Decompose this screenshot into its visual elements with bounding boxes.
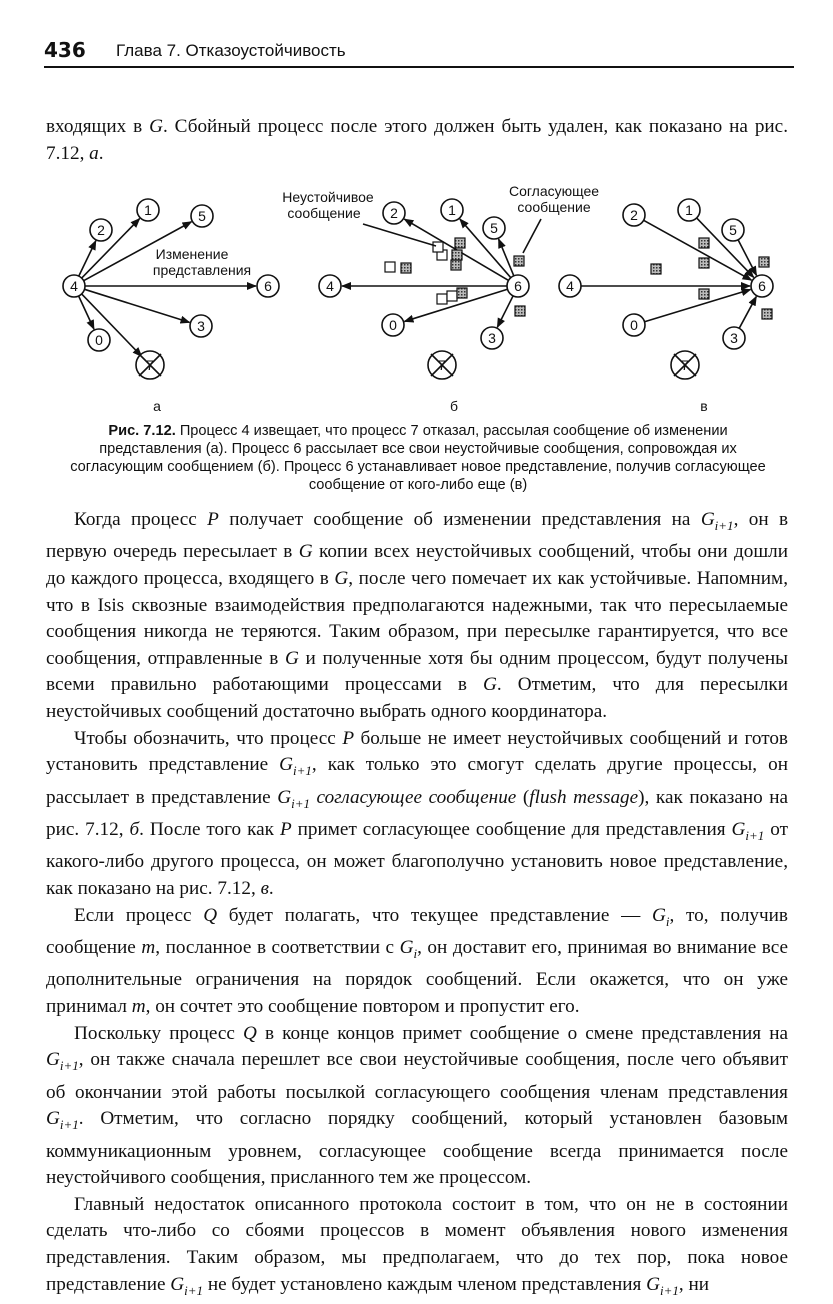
flush-message <box>762 309 772 319</box>
paragraph-1: Когда процесс P получает сообщение об изменении представления на $G_{i+1}$, он в первую очередь пересылает в G копии всех неустойчивых сообщений, чтобы они дошли до каждого процесса, входящего в G, после чего помечает их как устойчивые. Напомним, что в Isis сквозные взаимодействия предполагаются надежными, так что пересылаемые сообщения никогда не теряются. Таким образом, при пересылке гарантируется, что все сообщения, отправленные в G и полученные хотя бы одним процессом, будут получены всеми правильно работающими процессами в G. Отметим, что для пересылки неустойчивых сообщений достаточно выбрать одного координатора. <box>46 509 789 722</box>
italic-term: G <box>279 754 294 776</box>
page-number: 436 <box>44 38 86 62</box>
label-flush-1: Согласующее <box>508 183 600 199</box>
italic-term: P <box>207 509 219 530</box>
flush-message <box>699 238 709 248</box>
unstable-message <box>433 242 443 252</box>
node-0-label: 0 <box>630 317 638 333</box>
flush-message <box>452 250 462 260</box>
italic-term: согласующее сообщение <box>316 786 517 808</box>
italic-term: m <box>131 996 146 1018</box>
italic-term: G <box>399 937 414 959</box>
italic-term: G <box>298 541 313 563</box>
paragraph-4: Поскольку процесс Q в конце концов примет сообщение о смене представления на $G_{i+1}$, он также сначала перешлет все свои неустойчивые сообщения, после чего объявит об окончании этой работы посылкой согласующего сообщения членам представления $G_{i+1}$. Отметим, что согласно порядку сообщений, который установлен базовым коммуникационным уровнем, согласующее сообщение всегда принимается после неустойчивого сообщения, присланного тем же процессом. <box>46 1022 788 1189</box>
figure-diagram <box>44 183 794 418</box>
chapter-title: Глава 7. Отказоустойчивость <box>116 41 346 60</box>
paragraph-3: Если процесс Q будет полагать, что текущее представление — $G_i$, то, получив сообщение m, посланное в соответствии с $G_i$, он доставит его, принимая во внимание все дополнительные ограничения на порядок сообщений. Если окажется, что он уже принимал m, он сочтет это сообщение повтором и пропустит его. <box>46 904 788 1018</box>
flush-message <box>699 258 709 268</box>
italic-term: G <box>646 1273 660 1295</box>
intro-paragraph: входящих в G. Сбойный процесс после этого должен быть удален, как показано на рис. 7.12, а. <box>46 116 788 164</box>
node-2-label: 2 <box>390 205 398 221</box>
subscript: i+1 <box>714 517 734 533</box>
pointer-line <box>363 224 436 246</box>
italic-term: G <box>700 509 715 530</box>
flush-message <box>451 260 461 270</box>
message-arrow <box>739 297 756 329</box>
unstable-message <box>437 294 447 304</box>
unstable-message <box>385 262 395 272</box>
header-rule <box>44 66 794 68</box>
flush-message <box>457 288 467 298</box>
node-2-label: 2 <box>97 222 105 238</box>
message-arrow <box>499 239 514 276</box>
flush-message <box>401 263 411 273</box>
node-4-label: 4 <box>70 278 78 294</box>
panel-label-a: а <box>153 398 161 414</box>
subscript: i+1 <box>59 1117 79 1133</box>
italic-term: G <box>46 1049 60 1071</box>
paragraph-5: Главный недостаток описанного протокола состоит в том, что он не в состоянии сделать что-либо со сбоями процессов в момент объявления нового изменения представления. Таким образом, мы предполагаем, что до тех пор, пока новое представление $G_{i+1}$ не будет установлено каждым членом представления $G_{i+1}$, ни <box>46 1193 788 1298</box>
node-5-label: 5 <box>198 208 206 224</box>
italic-term: G <box>334 568 349 590</box>
subscript: i+1 <box>291 795 310 811</box>
italic-term: G <box>277 786 292 808</box>
subscript: i+1 <box>293 763 312 778</box>
message-arrow <box>79 296 94 329</box>
failed-process-label: 7 <box>438 357 446 373</box>
node-6-label: 6 <box>264 278 272 294</box>
label-unstable-2: сообщение <box>287 205 361 221</box>
pointer-line <box>523 219 541 253</box>
failed-process-label: 7 <box>146 357 154 373</box>
node-4-label: 4 <box>326 278 334 294</box>
node-0-label: 0 <box>389 317 397 333</box>
node-4-label: 4 <box>566 278 574 294</box>
panel-label-c: в <box>700 398 708 414</box>
italic-term: m <box>141 937 156 959</box>
flush-message <box>759 257 769 267</box>
node-2-label: 2 <box>630 207 638 223</box>
subscript: i+1 <box>59 1058 79 1074</box>
italic-term: Q <box>243 1022 257 1044</box>
panel-label-b: б <box>449 398 459 414</box>
node-3-label: 3 <box>197 318 205 334</box>
italic-term: P <box>279 819 292 841</box>
label-unstable-1: Неустойчивое <box>282 189 374 205</box>
message-arrow <box>497 296 513 327</box>
math-symbol: G <box>149 116 163 137</box>
italic-term: G <box>652 904 666 926</box>
italic-term: G <box>483 674 497 696</box>
paragraph-2: Чтобы обозначить, что процесс P больше не имеет неустойчивых сообщений и готов установить представление $G_{i+1}$, как только это смогут сделать другие процессы, он рассылает в представление $G_{i+1}$ согласующее сообщение (flush message), как показано на рис. 7.12, б. После того как P примет согласующее сообщение для представления $G_{i+1}$ от какого-либо другого процесса, он может благополучно установить новое представление, как показано на рис. 7.12, в. <box>46 727 789 900</box>
message-arrow <box>79 241 96 276</box>
subscript: i <box>665 913 670 929</box>
flush-message <box>699 289 709 299</box>
italic-term: G <box>170 1273 185 1295</box>
failed-process-label: 7 <box>681 357 689 373</box>
node-5-label: 5 <box>729 222 737 238</box>
node-6-label: 6 <box>758 278 766 294</box>
flush-message <box>455 238 465 248</box>
page-header <box>44 38 794 66</box>
subscript: i+1 <box>745 827 765 843</box>
caption-text: Процесс 4 извещает, что процесс 7 отказал, рассылая сообщение об изменении представления (а). Процесс 6 рассылает все свои неустойчивые сообщения, сопровождая их согласующим сообщением (б). Процесс 6 устанавливает новое представление, получив согласующее сообщение от кого-либо еще (в) <box>70 423 766 493</box>
flush-message <box>515 306 525 316</box>
italic-term: G <box>285 647 299 669</box>
subscript: i+1 <box>660 1282 679 1298</box>
subscript: i+1 <box>184 1282 204 1298</box>
node-1-label: 1 <box>448 202 456 218</box>
italic-term: б <box>129 819 140 841</box>
italic-term: G <box>46 1108 60 1130</box>
message-arrow <box>645 289 751 321</box>
italic-term: P <box>342 727 355 749</box>
node-6-label: 6 <box>514 278 522 294</box>
italic-term: flush message <box>529 786 639 808</box>
label-flush-2: сообщение <box>517 199 591 215</box>
main-text <box>46 507 788 1304</box>
node-5-label: 5 <box>490 220 498 236</box>
label-change-view-1: Изменение <box>155 246 229 262</box>
node-3-label: 3 <box>730 330 738 346</box>
figure-caption <box>60 422 776 494</box>
flush-message <box>651 264 661 274</box>
node-3-label: 3 <box>488 330 496 346</box>
node-0-label: 0 <box>95 332 103 348</box>
label-change-view-2: представления <box>152 262 252 278</box>
italic-term: в <box>260 878 269 900</box>
subscript: i <box>413 945 418 961</box>
figure-7-12 <box>44 183 794 418</box>
flush-message <box>514 256 524 266</box>
italic-term: Q <box>203 904 218 926</box>
caption-label: Рис. 7.12. <box>108 423 176 439</box>
node-1-label: 1 <box>144 202 152 218</box>
figure-part-ref: а <box>89 142 99 164</box>
node-1-label: 1 <box>685 202 693 218</box>
unstable-message <box>447 291 457 301</box>
message-arrow <box>84 289 189 322</box>
italic-term: G <box>731 819 746 841</box>
